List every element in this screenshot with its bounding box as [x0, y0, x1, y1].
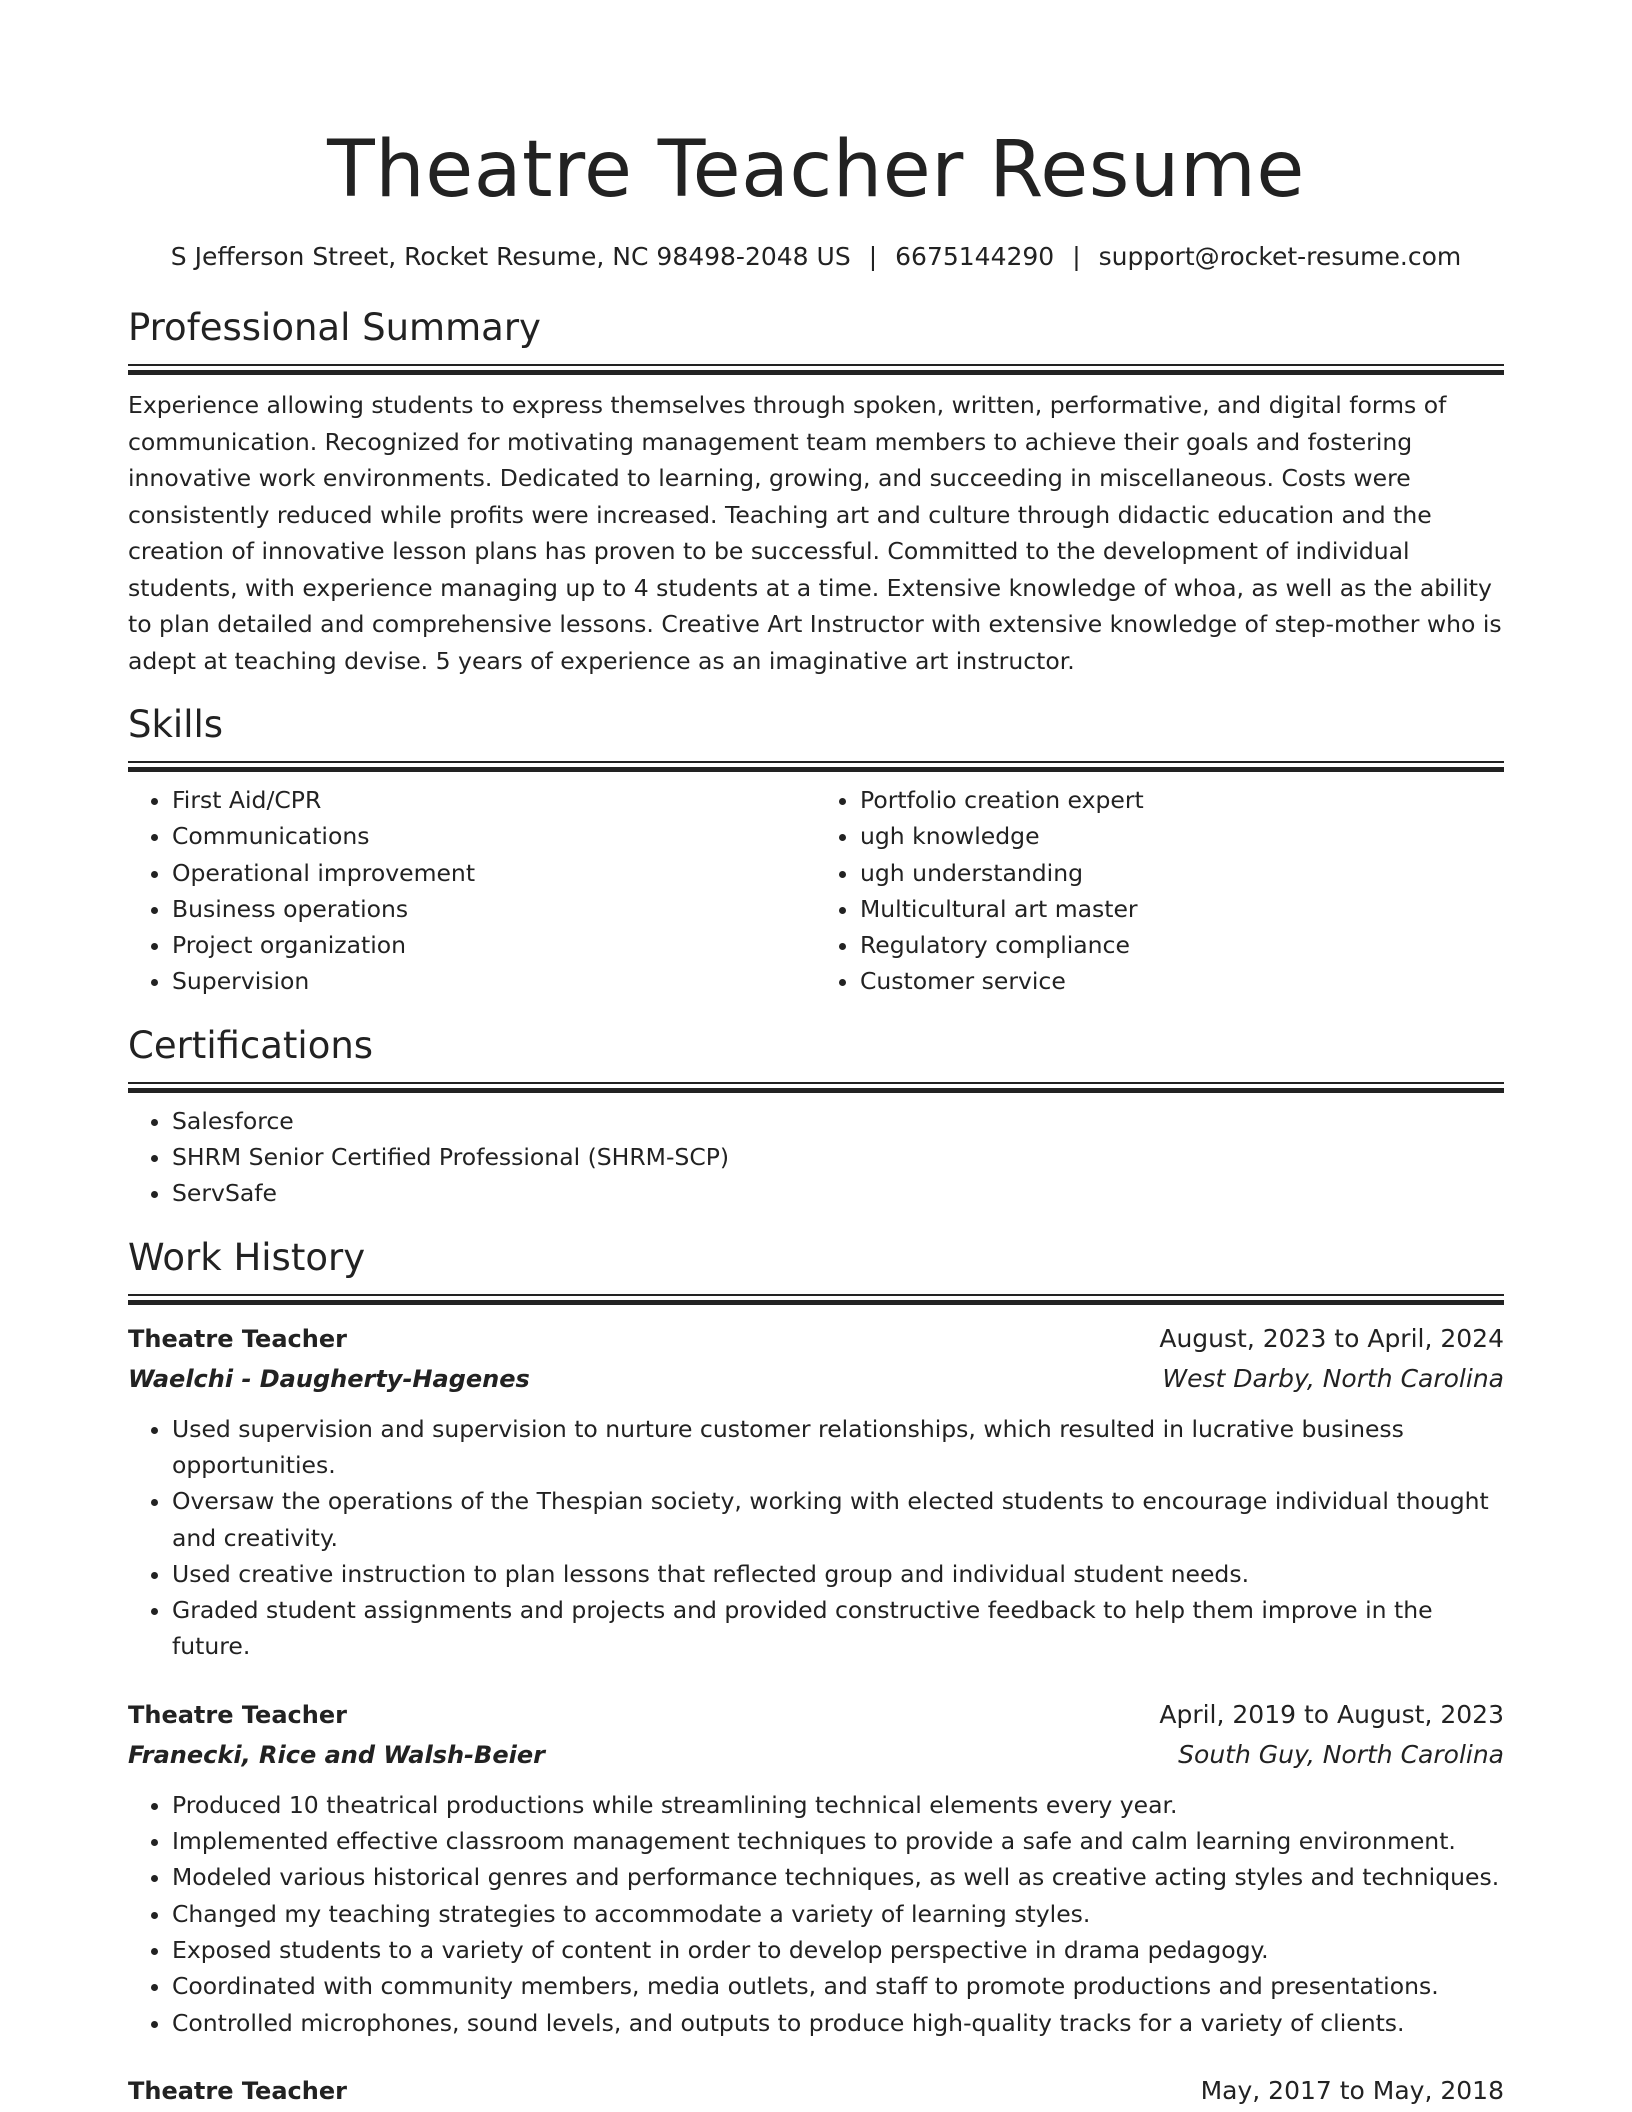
job-dates: August, 2023 to April, 2024 — [1159, 1323, 1504, 1353]
job-title: Theatre Teacher — [128, 2076, 347, 2105]
job-dates: May, 2017 to May, 2018 — [1200, 2075, 1504, 2105]
list-item: • ugh understanding — [860, 855, 1504, 891]
job-header-row — [128, 2071, 1504, 2111]
list-item: • SHRM Senior Certified Professional (SHRM-SCP) — [172, 1139, 1504, 1175]
certifications-section — [128, 1022, 1504, 1212]
list-item: • Implemented effective classroom management techniques to provide a safe and calm learning environment. — [172, 1823, 1504, 1859]
certifications-list — [128, 1103, 1504, 1212]
job-entry — [128, 1319, 1504, 1665]
job-company: Waelchi - Daugherty-Hagenes — [128, 1364, 530, 1393]
list-item: • Operational improvement — [172, 855, 816, 891]
job-company-row — [128, 1735, 1504, 1775]
job-location: South Guy, North Carolina — [1178, 1739, 1504, 1769]
list-item: • Changed my teaching strategies to accommodate a variety of learning styles. — [172, 1896, 1504, 1932]
list-item: • Coordinated with community members, media outlets, and staff to promote productions and presentations. — [172, 1968, 1504, 2004]
job-bullets — [128, 1411, 1504, 1665]
job-entry — [128, 2071, 1504, 2111]
section-heading-summary: Professional Summary — [128, 306, 541, 349]
section-divider — [128, 761, 1504, 772]
list-item: • Supervision — [172, 963, 816, 999]
skills-grid — [128, 772, 1504, 1000]
section-divider — [128, 364, 1504, 375]
job-header-row — [128, 1695, 1504, 1735]
list-item: • ServSafe — [172, 1175, 1504, 1211]
summary-text: Experience allowing students to express themselves through spoken, written, performative, and digital forms of communication. Recognized for motivating management team members to achieve their goals and fostering innovative work environments. Dedicated to learning, growing, and succeeding in miscellaneous. Costs were consistently reduced while profits were increased. Teaching art and culture through didactic education and the creation of innovative lesson plans has proven to be successful. Committed to the development of individual students, with experience managing up to 4 students at a time. Extensive knowledge of whoa, as well as the ability to plan detailed and comprehensive lessons. Creative Art Instructor with extensive knowledge of step-mother who is adept at teaching devise. 5 years of experience as an imaginative art instructor. — [128, 391, 1502, 675]
list-item: • Communications — [172, 818, 816, 854]
list-item: • First Aid/CPR — [172, 782, 816, 818]
job-entry — [128, 1695, 1504, 2041]
list-item: • Portfolio creation expert — [860, 782, 1504, 818]
list-item: • Multicultural art master — [860, 891, 1504, 927]
list-item: • ugh knowledge — [860, 818, 1504, 854]
section-heading-certifications: Certifications — [128, 1023, 374, 1067]
list-item: • Regulatory compliance — [860, 927, 1504, 963]
section-heading-skills: Skills — [128, 703, 224, 746]
list-item: • Exposed students to a variety of content in order to develop perspective in drama pedagogy. — [172, 1932, 1504, 1968]
list-item: • Produced 10 theatrical productions while streamlining technical elements every year. — [172, 1787, 1504, 1823]
list-item: • Oversaw the operations of the Thespian society, working with elected students to encourage individual thought and creativity. — [172, 1483, 1504, 1556]
contact-email[interactable]: support@rocket-resume.com — [1098, 242, 1462, 271]
skills-list-left — [128, 782, 816, 1000]
list-item: • Customer service — [860, 963, 1504, 999]
list-item: • Business operations — [172, 891, 816, 927]
contact-separator: | — [1072, 242, 1081, 271]
section-divider — [128, 1082, 1504, 1093]
contact-address: S Jefferson Street, Rocket Resume, NC 98498-2048 US — [170, 242, 851, 271]
list-item: • Used creative instruction to plan lessons that reflected group and individual student needs. — [172, 1556, 1504, 1592]
job-header-row — [128, 1319, 1504, 1359]
page-title: Theatre Teacher Resume — [327, 125, 1305, 215]
list-item: • Graded student assignments and projects and provided constructive feedback to help them improve in the future. — [172, 1592, 1504, 1665]
job-company-row — [128, 1359, 1504, 1399]
summary-section — [128, 304, 1504, 679]
section-divider — [128, 1294, 1504, 1305]
contact-line — [128, 240, 1504, 274]
job-dates: April, 2019 to August, 2023 — [1159, 1699, 1504, 1729]
contact-separator: | — [868, 242, 878, 271]
job-bullets — [128, 1787, 1504, 2041]
contact-phone: 6675144290 — [895, 242, 1055, 271]
job-company: Franecki, Rice and Walsh-Beier — [128, 1740, 545, 1769]
list-item: • Salesforce — [172, 1103, 1504, 1139]
list-item: • Modeled various historical genres and performance techniques, as well as creative acting styles and techniques. — [172, 1859, 1504, 1895]
job-title: Theatre Teacher — [128, 1324, 347, 1353]
work-history-section — [128, 1234, 1504, 2111]
skills-section — [128, 701, 1504, 1000]
job-location: West Darby, North Carolina — [1162, 1363, 1504, 1393]
section-heading-work-history: Work History — [128, 1235, 366, 1279]
skills-list-right — [816, 782, 1504, 1000]
list-item: • Controlled microphones, sound levels, and outputs to produce high-quality tracks for a variety of clients. — [172, 2005, 1504, 2041]
list-item: • Project organization — [172, 927, 816, 963]
job-title: Theatre Teacher — [128, 1700, 347, 1729]
list-item: • Used supervision and supervision to nurture customer relationships, which resulted in lucrative business opportunities. — [172, 1411, 1504, 1484]
